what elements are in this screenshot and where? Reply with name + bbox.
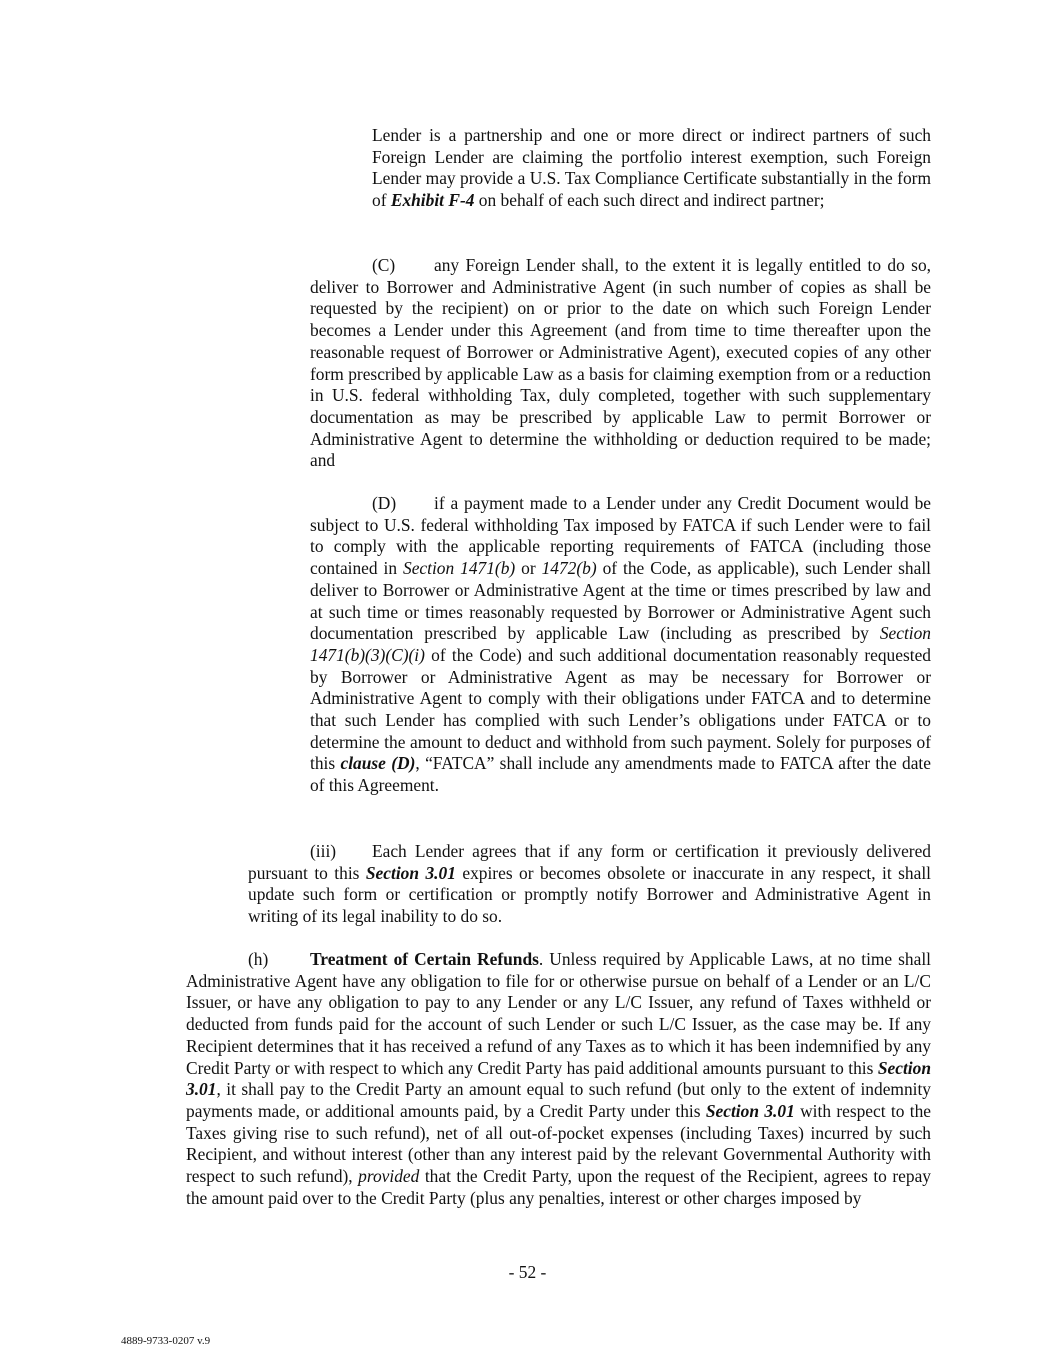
section-heading: Treatment of Certain Refunds xyxy=(310,949,539,969)
exhibit-reference: Exhibit F-4 xyxy=(390,190,475,211)
paragraph-b-continued xyxy=(372,125,931,212)
document-id: 4889-9733-0207 v.9 xyxy=(121,1335,211,1347)
section-reference: Section 1471(b)(3)(C)(i) xyxy=(310,623,931,665)
page-number: - 52 - xyxy=(508,1262,547,1282)
clause-label: (C) xyxy=(372,255,396,275)
provided-term: provided xyxy=(358,1166,420,1187)
text-run: . Unless required by Applicable Laws, at no time shall Administrative Agent have any obligation to file for or otherwise pursue on behalf of a Lender or an L/C Issuer, or have any obligation to pay to any Lender or any L/C Issuer, any refund of Taxes withheld or deducted from funds paid for the account of such Lender or such L/C Issuer, as the case may be. If any Recipient determines that it has received a refund of any Taxes as to which it has been indemnified by any Credit Party or with respect to which any Credit Party has paid additional amounts pursuant to this xyxy=(186,949,931,1078)
text-run: expires or becomes obsolete or inaccurate in any respect, it shall update such form or certification or promptly notify Borrower and Administrative Agent in writing of its legal inability to do so. xyxy=(248,862,931,927)
section-reference: 1472(b) xyxy=(541,558,597,579)
text-run: of the Code, as applicable), such Lender shall deliver to Borrower or Administrative Agent at the time or times prescribed by law and at such time or times reasonably requested by Borrower or Administrative Agent such documentation prescribed by applicable Law (including as prescribed by xyxy=(310,558,931,644)
paragraph-d xyxy=(310,493,931,797)
text-run: , “FATCA” shall include any amendments made to FATCA after the date of this Agreement. xyxy=(310,753,931,796)
text-run: of the Code) and such additional documentation reasonably requested by Borrower or Administrative Agent as may be necessary for Borrower or Administrative Agent to comply with their obligations under FATCA and to determine that such Lender has complied with such Lender’s obligations under FATCA or to determine the amount to deduct and withhold from such payment. Solely for purposes of this xyxy=(310,644,931,774)
paragraph-iii xyxy=(248,841,931,928)
clause-reference: clause (D) xyxy=(340,753,416,774)
text-run: any Foreign Lender shall, to the extent it is legally entitled to do so, deliver to Borrower and Administrative Agent (in such number of copies as shall be requested by the recipient) on or prior to the date on which such Foreign Lender becomes a Lender under this Agreement (and from time to time thereafter upon the reasonable request of Borrower or Administrative Agent), executed copies of any other form prescribed by applicable Law as a basis for claiming exemption from or a reduction in U.S. federal withholding Tax, duly completed, together with such supplementary documentation as may be prescribed by applicable Law to permit Borrower or Administrative Agent to determine the withholding or deduction required to be made; and xyxy=(310,255,931,471)
text-run: with respect to the Taxes giving rise to such refund), net of all out-of-pocket expenses (including Taxes) incurred by such Recipient, and without interest (other than any interest paid by the relevant Governmental Authority with respect to such refund), xyxy=(186,1100,932,1187)
text-run: Lender is a partnership and one or more direct or indirect partners of such Foreign Lender are claiming the portfolio interest exemption, such Foreign Lender may provide a U.S. Tax Compliance Certificate substantially in the form of xyxy=(372,125,931,211)
section-reference: Section 3.01 xyxy=(365,862,456,883)
clause-label: (D) xyxy=(372,493,397,513)
text-run: that the Credit Party, upon the request of the Recipient, agrees to repay the amount paid over to the Credit Party (plus any penalties, interest or other charges imposed by xyxy=(186,1166,931,1208)
text-run: or xyxy=(515,558,542,579)
section-reference: Section 1471(b) xyxy=(403,558,516,579)
section-reference: Section 3.01 xyxy=(705,1100,795,1121)
text-run: on behalf of each such direct and indirect partner; xyxy=(474,190,825,211)
paragraph-h xyxy=(186,949,931,1209)
text-run: if a payment made to a Lender under any Credit Document would be subject to U.S. federal withholding Tax imposed by FATCA if such Lender were to fail to comply with the applicable reporting requirements of FATCA (including those contained in xyxy=(310,493,931,579)
clause-label: (iii) xyxy=(310,841,337,861)
clause-label: (h) xyxy=(248,949,269,969)
section-reference: Section 3.01 xyxy=(186,1057,931,1100)
paragraph-c xyxy=(310,255,931,472)
text-run: , it shall pay to the Credit Party an amount equal to such refund (but only to the extent of indemnity payments made, or additional amounts paid, by a Credit Party under this xyxy=(186,1079,931,1121)
text-run: Each Lender agrees that if any form or certification it previously delivered pursuant to this xyxy=(248,841,931,883)
